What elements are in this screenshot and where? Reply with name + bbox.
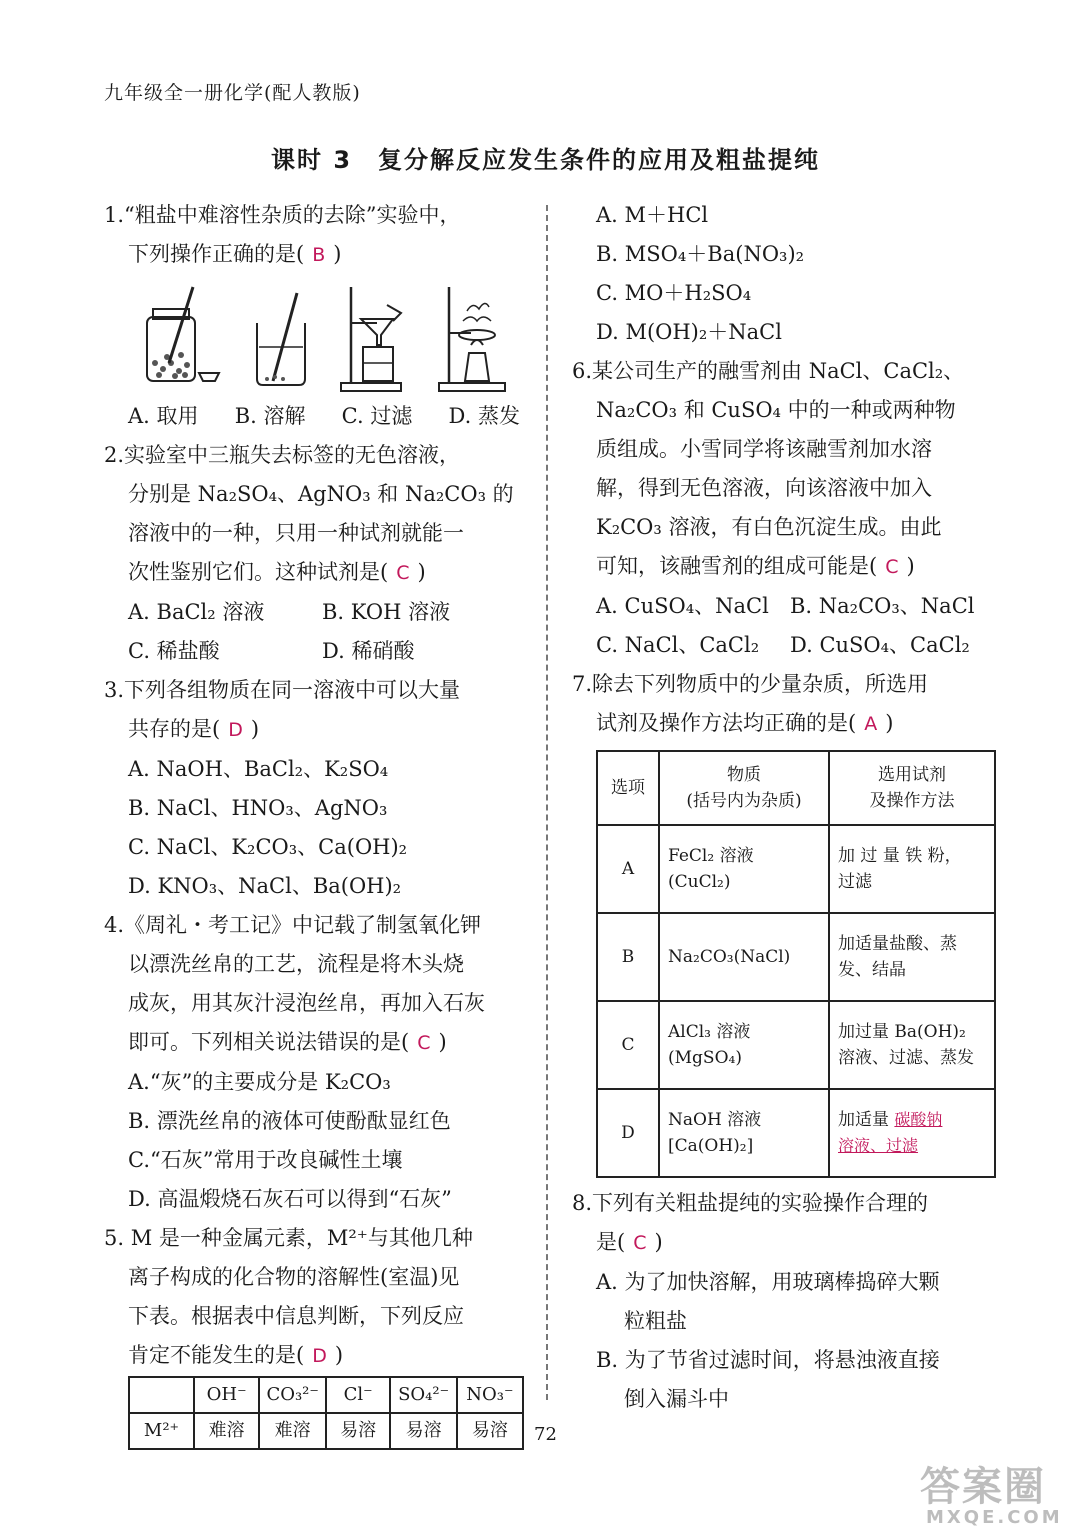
- question-5-options: [572, 196, 992, 352]
- q6-option-b: B. Na₂CO₃、NaCl: [790, 594, 975, 618]
- q5-option-a: A. M＋HCl: [596, 203, 709, 227]
- q6-line4: 解，得到无色溶液，向该溶液中加入: [596, 476, 932, 500]
- header-substance-line2: (括号内为杂质): [686, 791, 802, 811]
- q5-stem: 肯定不能发生的是(: [128, 1343, 305, 1367]
- substance-line2: (MgSO₄): [668, 1048, 742, 1068]
- q8-option-b-line2: 倒入漏斗中: [624, 1387, 729, 1411]
- q6-line1: 6.某公司生产的融雪剂由 NaCl、CaCl₂、: [572, 359, 965, 383]
- q4-line2: 以漂洗丝帛的工艺，流程是将木头烧: [128, 952, 464, 976]
- q7-line1: 7.除去下列物质中的少量杂质，所选用: [572, 672, 929, 696]
- table-cell: 易溶: [457, 1413, 523, 1449]
- filter-icon: [337, 283, 409, 393]
- table-cell: OH⁻: [194, 1377, 259, 1413]
- table-cell: Cl⁻: [326, 1377, 390, 1413]
- header-substance-line1: 物质: [727, 765, 761, 785]
- column-divider: [546, 205, 548, 1400]
- question-1: [104, 196, 524, 436]
- q3-line1: 3.下列各组物质在同一溶液中可以大量: [104, 678, 461, 702]
- table-cell: 难溶: [194, 1413, 259, 1449]
- header-reagent-line2: 及操作方法: [869, 791, 955, 811]
- take-salt-icon: [141, 283, 225, 393]
- q1-option-d: D. 蒸发: [448, 404, 520, 428]
- q1-paren: ): [333, 242, 342, 266]
- book-header: 九年级全一册化学(配人教版): [104, 82, 361, 104]
- table-row: [597, 913, 995, 1001]
- q1-options: [104, 397, 524, 436]
- q4-option-d: D. 高温煅烧石灰石可以得到“石灰”: [128, 1187, 452, 1211]
- q5-line1: 5. M 是一种金属元素，M²⁺与其他几种: [104, 1226, 473, 1250]
- substance-line1: Na₂CO₃(NaCl): [668, 947, 791, 967]
- q5-answer: D: [312, 1345, 327, 1367]
- table-cell: NO₃⁻: [457, 1377, 523, 1413]
- q6-paren: ): [906, 554, 915, 578]
- q4-line1: 4.《周礼・考工记》中记载了制氢氧化钾: [104, 913, 482, 937]
- q6-line5: K₂CO₃ 溶液，有白色沉淀生成。由此: [596, 515, 942, 539]
- q5-option-d: D. M(OH)₂＋NaCl: [596, 320, 782, 344]
- reagent-line2: 发、结晶: [838, 960, 906, 980]
- q8-option-a-line2: 粒粗盐: [624, 1309, 687, 1333]
- q6-line3: 质组成。小雪同学将该融雪剂加水溶: [596, 437, 932, 461]
- table-cell: 易溶: [390, 1413, 457, 1449]
- q1-answer: B: [312, 244, 326, 266]
- q5-line2: 离子构成的化合物的溶解性(室温)见: [128, 1265, 460, 1289]
- q5-option-b: B. MSO₄＋Ba(NO₃)₂: [596, 242, 805, 266]
- q6-stem: 可知，该融雪剂的组成可能是(: [596, 554, 878, 578]
- question-5: [104, 1219, 524, 1450]
- table-cell: [129, 1377, 194, 1413]
- table-header-option: 选项: [597, 751, 659, 825]
- q2-option-d: D. 稀硝酸: [322, 639, 415, 663]
- answer-blank-1: 碳酸钠: [894, 1110, 943, 1129]
- q8-option-a-line1: A. 为了加快溶解，用玻璃棒捣碎大颗: [596, 1270, 940, 1294]
- left-column: [104, 196, 524, 1450]
- watermark-line2: MXQE.COM: [926, 1507, 1063, 1528]
- q4-answer: C: [417, 1032, 431, 1054]
- table-header-substance: [659, 751, 829, 825]
- reagent-line2: 过滤: [838, 872, 872, 892]
- q5-line3: 下表。根据表中信息判断，下列反应: [128, 1304, 464, 1328]
- q2-line1: 2.实验室中三瓶失去标签的无色溶液，: [104, 443, 461, 467]
- q2-stem: 次性鉴别它们。这种试剂是(: [128, 560, 389, 584]
- table-cell: 难溶: [259, 1413, 326, 1449]
- q1-option-c: C. 过滤: [341, 404, 413, 428]
- q1-line1: 1.“粗盐中难溶性杂质的去除”实验中，: [104, 203, 461, 227]
- q2-answer: C: [396, 562, 410, 584]
- q2-option-a: A. BaCl₂ 溶液: [128, 600, 265, 624]
- question-2: [104, 436, 524, 671]
- row-reagent: [829, 1089, 995, 1177]
- q7-answer: A: [864, 713, 878, 735]
- q4-line3: 成灰，用其灰汁浸泡丝帛，再加入石灰: [128, 991, 485, 1015]
- row-substance: [659, 913, 829, 1001]
- table-cell: M²⁺: [129, 1413, 194, 1449]
- solubility-header-row: [129, 1377, 523, 1413]
- q4-paren: ): [438, 1030, 447, 1054]
- q4-stem: 即可。下列相关说法错误的是(: [128, 1030, 410, 1054]
- q1-option-b: B. 溶解: [234, 404, 306, 428]
- substance-line1: AlCl₃ 溶液: [668, 1022, 751, 1042]
- q6-line2: Na₂CO₃ 和 CuSO₄ 中的一种或两种物: [596, 398, 956, 422]
- q3-option-a: A. NaOH、BaCl₂、K₂SO₄: [128, 757, 389, 781]
- impurity-table: [596, 750, 996, 1178]
- lesson-title: 课时 3 复分解反应发生条件的应用及粗盐提纯: [270, 146, 821, 174]
- dissolve-icon: [251, 283, 311, 393]
- reagent-line1: 加 过 量 铁 粉，: [838, 846, 962, 866]
- q6-answer: C: [885, 556, 899, 578]
- table-row: [597, 825, 995, 913]
- table-cell: SO₄²⁻: [390, 1377, 457, 1413]
- evaporate-icon: [435, 283, 511, 393]
- q7-stem: 试剂及操作方法均正确的是(: [596, 711, 857, 735]
- reagent-line1: 加过量 Ba(OH)₂: [838, 1022, 966, 1042]
- question-3: [104, 671, 524, 906]
- table-header-row: [597, 751, 995, 825]
- q3-option-b: B. NaCl、HNO₃、AgNO₃: [128, 796, 388, 820]
- q7-paren: ): [885, 711, 894, 735]
- question-7: [572, 665, 992, 1178]
- row-reagent: [829, 1001, 995, 1089]
- q4-option-b: B. 漂洗丝帛的液体可使酚酞显红色: [128, 1109, 451, 1133]
- row-substance: [659, 825, 829, 913]
- watermark-logo: [920, 1466, 1080, 1530]
- q5-paren: ): [334, 1343, 344, 1367]
- substance-line2: [Ca(OH)₂]: [668, 1136, 754, 1156]
- q6-option-a: A. CuSO₄、NaCl: [596, 594, 769, 618]
- row-option: B: [597, 913, 659, 1001]
- table-header-reagent: [829, 751, 995, 825]
- reagent-line1: 加适量: [838, 1110, 889, 1130]
- page-number: 72: [534, 1424, 557, 1445]
- watermark-line1: 答案圈: [920, 1464, 1046, 1510]
- q3-option-d: D. KNO₃、NaCl、Ba(OH)₂: [128, 874, 402, 898]
- question-8: [572, 1184, 992, 1419]
- q8-option-b-line1: B. 为了节省过滤时间，将悬浊液直接: [596, 1348, 940, 1372]
- q6-option-c: C. NaCl、CaCl₂: [596, 633, 760, 657]
- substance-line2: (CuCl₂): [668, 872, 731, 892]
- table-row: [597, 1001, 995, 1089]
- q4-option-c: C.“石灰”常用于改良碱性土壤: [128, 1148, 403, 1172]
- row-substance: [659, 1089, 829, 1177]
- table-cell: 易溶: [326, 1413, 390, 1449]
- table-cell: CO₃²⁻: [259, 1377, 326, 1413]
- row-option: A: [597, 825, 659, 913]
- q8-stem: 是(: [596, 1230, 626, 1254]
- q8-line1: 8.下列有关粗盐提纯的实验操作合理的: [572, 1191, 929, 1215]
- substance-line1: NaOH 溶液: [668, 1110, 762, 1130]
- q6-option-d: D. CuSO₄、CaCl₂: [790, 633, 970, 657]
- row-substance: [659, 1001, 829, 1089]
- row-reagent: [829, 913, 995, 1001]
- row-reagent: [829, 825, 995, 913]
- q2-paren: ): [417, 560, 426, 584]
- table-row: [597, 1089, 995, 1177]
- q2-line3: 溶液中的一种，只用一种试剂就能一: [128, 521, 464, 545]
- question-6: [572, 352, 992, 665]
- q2-option-c: C. 稀盐酸: [128, 639, 220, 663]
- q3-stem: 共存的是(: [128, 717, 221, 741]
- q3-paren: ): [250, 717, 260, 741]
- row-option: D: [597, 1089, 659, 1177]
- substance-line1: FeCl₂ 溶液: [668, 846, 754, 866]
- q8-answer: C: [633, 1232, 647, 1254]
- header-reagent-line1: 选用试剂: [878, 765, 946, 785]
- answer-blank-2: 溶液、过滤: [838, 1136, 919, 1155]
- q3-answer: D: [228, 719, 243, 741]
- lab-diagrams: [104, 281, 524, 393]
- q3-option-c: C. NaCl、K₂CO₃、Ca(OH)₂: [128, 835, 408, 859]
- q4-option-a: A.“灰”的主要成分是 K₂CO₃: [128, 1070, 391, 1094]
- right-column: [572, 196, 992, 1419]
- q1-stem: 下列操作正确的是(: [128, 242, 305, 266]
- reagent-line1: 加适量盐酸、蒸: [838, 934, 957, 954]
- question-4: [104, 906, 524, 1219]
- q1-option-a: A. 取用: [128, 404, 199, 428]
- row-option: C: [597, 1001, 659, 1089]
- q5-option-c: C. MO＋H₂SO₄: [596, 281, 752, 305]
- q8-paren: ): [654, 1230, 663, 1254]
- reagent-line2: 溶液、过滤、蒸发: [838, 1048, 974, 1068]
- q2-option-b: B. KOH 溶液: [322, 600, 451, 624]
- q2-line2: 分别是 Na₂SO₄、AgNO₃ 和 Na₂CO₃ 的: [128, 482, 514, 506]
